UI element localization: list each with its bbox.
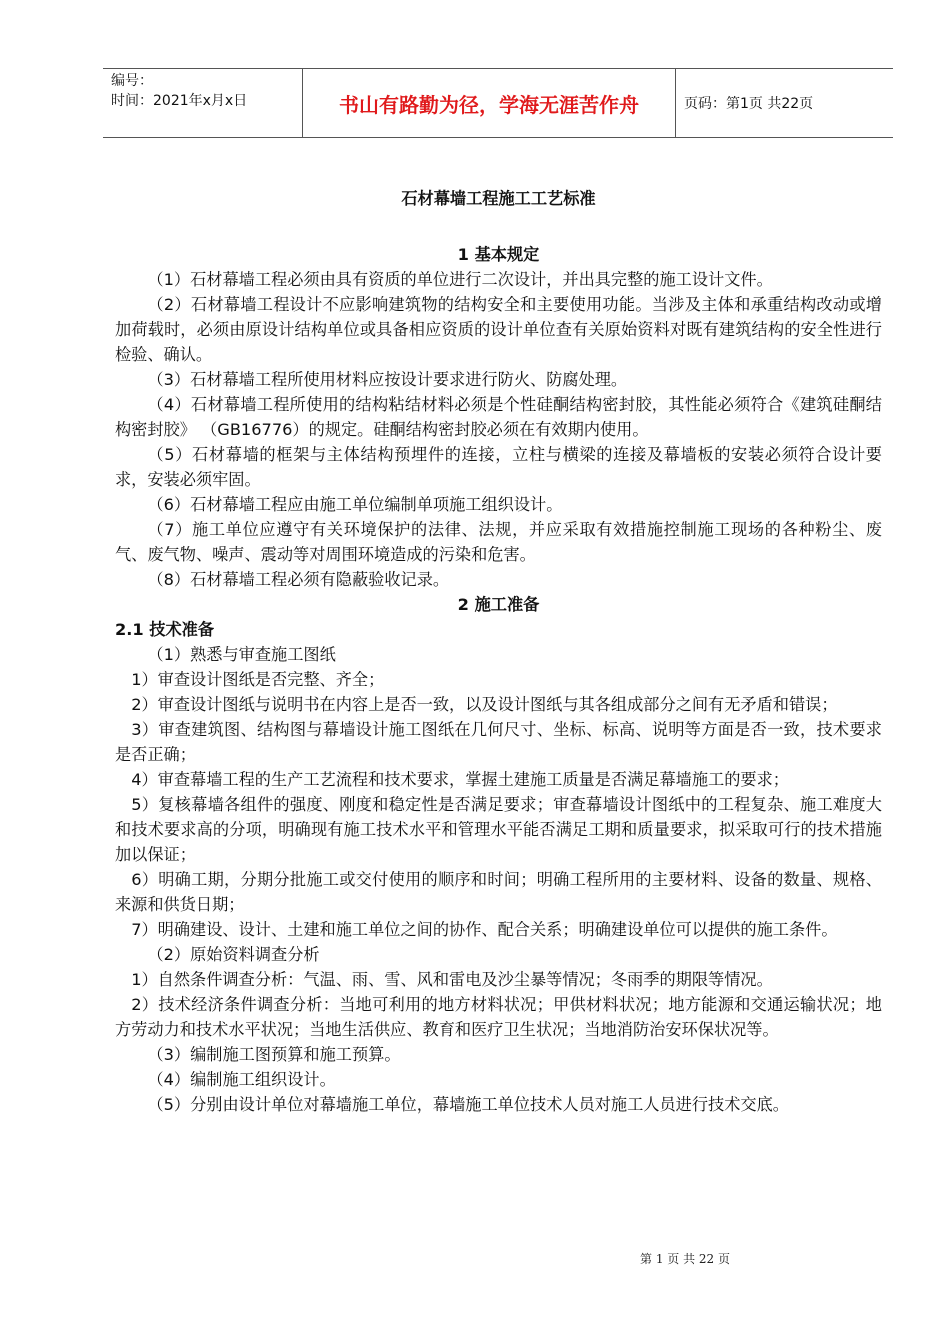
section-2-heading: 2 施工准备 xyxy=(457,595,540,614)
list-item: 6）明确工期，分期分批施工或交付使用的顺序和时间；明确工程所用的主要材料、设备的数量、规格、来源和供货日期； xyxy=(115,870,882,914)
list-item: 1）审查设计图纸是否完整、齐全； xyxy=(131,670,385,689)
paragraph: （4）石材幕墙工程所使用的结构粘结材料必须是个性硅酮结构密封胶，其性能必须符合《建筑硅酮结构密封胶》 （GB16776）的规定。硅酮结构密封胶必须在有效期内使用。 xyxy=(115,395,882,439)
list-item: 2）技术经济条件调查分析：当地可利用的地方材料状况；甲供材料状况；地方能源和交通运输状况；地方劳动力和技术水平状况；当地生活供应、教育和医疗卫生状况；当地消防治安环保状况等。 xyxy=(115,995,882,1039)
header-motto: 书山有路勤为径，学海无涯苦作舟 xyxy=(303,69,676,137)
list-item: 1）自然条件调查分析：气温、雨、雪、风和雷电及沙尘暴等情况；冬雨季的期限等情况。 xyxy=(131,970,773,989)
page-footer: 第 1 页 共 22 页 xyxy=(640,1252,730,1266)
header-time: 时间：2021年x月x日 xyxy=(111,93,248,109)
paragraph: （1）熟悉与审查施工图纸 xyxy=(147,645,336,664)
paragraph: （7）施工单位应遵守有关环境保护的法律、法规，并应采取有效措施控制施工现场的各种粉尘、废气、废气物、噪声、震动等对周围环境造成的污染和危害。 xyxy=(115,520,882,564)
list-item: 7）明确建设、设计、土建和施工单位之间的协作、配合关系；明确建设单位可以提供的施工条件。 xyxy=(131,920,838,939)
page-header xyxy=(103,68,893,138)
paragraph: （1）石材幕墙工程必须由具有资质的单位进行二次设计，并出具完整的施工设计文件。 xyxy=(147,270,773,289)
document-body xyxy=(115,186,882,1117)
paragraph: （5）石材幕墙的框架与主体结构预埋件的连接，立柱与横梁的连接及幕墙板的安装必须符合设计要求，安装必须牢固。 xyxy=(115,445,882,489)
section-1-heading: 1 基本规定 xyxy=(457,245,540,264)
paragraph: （3）石材幕墙工程所使用材料应按设计要求进行防火、防腐处理。 xyxy=(147,370,628,389)
paragraph: （3）编制施工图预算和施工预算。 xyxy=(147,1045,401,1064)
header-number: 编号： xyxy=(111,73,153,89)
document-title: 石材幕墙工程施工工艺标准 xyxy=(401,189,596,208)
paragraph: （6）石材幕墙工程应由施工单位编制单项施工组织设计。 xyxy=(147,495,563,514)
paragraph: （4）编制施工组织设计。 xyxy=(147,1070,336,1089)
paragraph: （2）原始资料调查分析 xyxy=(147,945,320,964)
list-item: 3）审查建筑图、结构图与幕墙设计施工图纸在几何尺寸、坐标、标高、说明等方面是否一致，技术要求是否正确； xyxy=(115,720,882,764)
list-item: 2）审查设计图纸与说明书在内容上是否一致，以及设计图纸与其各组成部分之间有无矛盾和错误； xyxy=(131,695,838,714)
paragraph: （5）分别由设计单位对幕墙施工单位，幕墙施工单位技术人员对施工人员进行技术交底。 xyxy=(147,1095,789,1114)
list-item: 5）复核幕墙各组件的强度、刚度和稳定性是否满足要求；审查幕墙设计图纸中的工程复杂、施工难度大和技术要求高的分项，明确现有施工技术水平和管理水平能否满足工期和质量要求，拟采取可行的技术措施加以保证； xyxy=(115,795,882,864)
paragraph: （8）石材幕墙工程必须有隐蔽验收记录。 xyxy=(147,570,450,589)
subsection-2-1-heading: 2.1 技术准备 xyxy=(115,620,215,639)
paragraph: （2）石材幕墙工程设计不应影响建筑物的结构安全和主要使用功能。当涉及主体和承重结构改动或增加荷载时，必须由原设计结构单位或具备相应资质的设计单位查有关原始资料对既有建筑结构的安全性进行检验、确认。 xyxy=(115,295,882,364)
header-meta xyxy=(103,69,303,137)
list-item: 4）审查幕墙工程的生产工艺流程和技术要求，掌握土建施工质量是否满足幕墙施工的要求； xyxy=(131,770,789,789)
header-page-number: 页码：第1页 共22页 xyxy=(684,96,814,112)
